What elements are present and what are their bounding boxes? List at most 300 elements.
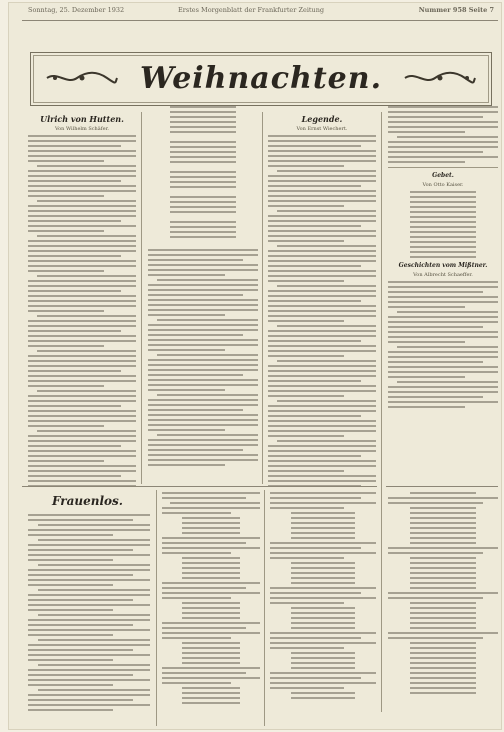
text-line [28,270,104,272]
text-line [388,296,498,298]
text-line [28,380,136,382]
text-line [162,637,231,639]
text-line [28,245,136,247]
text-line [157,279,258,281]
text-line [170,106,236,108]
text-line [388,361,483,363]
text-line [410,577,476,579]
text-line [182,532,241,534]
text-line [388,351,498,353]
text-line [162,627,246,629]
text-line [37,430,136,432]
text-line [268,365,376,367]
text-line [410,517,476,519]
text-line [148,289,258,291]
text-line [182,572,241,574]
text-line [148,349,225,351]
text-line [268,425,376,427]
text-line [291,537,355,539]
text-line [270,602,344,604]
text-line [410,231,476,233]
text-line [291,607,355,609]
text-line [268,300,361,302]
text-line [38,524,150,526]
text-line [28,385,104,387]
text-line [28,210,136,212]
article-hutten [28,114,136,486]
text-line [28,629,150,631]
text-line [388,321,498,323]
text-line [148,299,258,301]
text-line [388,111,498,113]
text-line [388,306,465,308]
text-line [28,534,113,536]
text-line [277,210,376,212]
text-line [277,285,376,287]
text-line [162,512,231,514]
text-line [388,406,465,408]
text-line [148,454,258,456]
text-line [291,532,355,534]
frauenlos-col-1 [28,514,150,726]
text-line [148,314,225,316]
text-line [28,360,136,362]
text-line [388,291,483,293]
text-line [28,310,104,312]
text-line [28,285,136,287]
text-line [148,424,258,426]
text-line [28,180,121,182]
text-line [157,434,258,436]
text-line [162,552,231,554]
text-line [270,497,361,499]
text-line [28,260,136,262]
text-line [410,532,476,534]
text-line [28,709,113,711]
text-line [182,647,241,649]
text-line [28,440,136,442]
text-line [268,420,376,422]
text-line [291,522,355,524]
text-line [268,175,376,177]
text-line [28,554,150,556]
text-line [388,401,498,403]
text-line [410,587,476,589]
text-line [410,607,476,609]
text-line [170,151,236,153]
text-line [28,375,136,377]
text-line [268,280,344,282]
article-author: Von Wilhelm Schäfer. [55,126,109,132]
article-column-4 [388,106,498,484]
text-line [148,269,258,271]
text-line [162,682,231,684]
header-publication: Erstes Morgenblatt der Frankfurter Zeitung [178,6,325,14]
text-line [148,329,258,331]
text-line [268,350,376,352]
text-line [182,577,241,579]
text-line [162,507,260,509]
text-line [162,677,260,679]
text-line [410,672,476,674]
text-line [28,345,104,347]
text-line [268,190,376,192]
text-line [268,320,344,322]
text-line [28,599,133,601]
text-line [148,364,258,366]
text-line [162,582,260,584]
text-line [410,682,476,684]
text-line [28,544,150,546]
text-line [268,295,376,297]
text-line [268,260,376,262]
text-line [170,196,236,198]
column-divider [262,112,263,484]
text-line [28,185,136,187]
text-line [28,140,136,142]
text-line [410,667,476,669]
text-line [397,381,498,383]
text-line [182,692,241,694]
text-line [182,517,241,519]
text-line [410,527,476,529]
text-line [268,235,376,237]
text-line [410,221,476,223]
text-line [388,597,483,599]
frauenlos-col-2 [162,492,260,726]
text-line [28,300,136,302]
text-line [28,305,136,307]
text-line [162,592,260,594]
text-line [268,275,376,277]
text-line [28,250,136,252]
text-line [37,165,136,167]
text-line [148,359,258,361]
text-line [28,320,136,322]
text-line [388,151,483,153]
text-line [162,622,260,624]
text-line [28,445,121,447]
text-line [277,400,376,402]
text-line [268,375,376,377]
text-line [170,116,236,118]
article-column-2 [148,106,258,486]
text-line [268,200,376,202]
text-line [291,667,355,669]
text-line [291,692,355,694]
text-line [388,386,498,388]
text-line [268,405,376,407]
text-line [170,176,236,178]
text-line [162,497,246,499]
text-line [37,235,136,237]
text-line [148,459,258,461]
text-line [37,200,136,202]
text-line [268,215,376,217]
text-line [162,492,260,494]
text-line [291,582,355,584]
text-line [268,185,361,187]
text-line [148,344,258,346]
text-line [270,587,376,589]
text-line [388,547,498,549]
text-line [410,687,476,689]
text-line [388,502,483,504]
text-line [182,602,241,604]
text-line [268,435,344,437]
text-line [157,394,258,396]
text-line [170,236,236,238]
text-line [148,294,243,296]
text-line [28,559,113,561]
text-line [410,642,476,644]
text-line [162,547,260,549]
text-line [270,492,376,494]
text-line [388,301,498,303]
text-line [148,374,243,376]
text-line [291,657,355,659]
text-line [182,527,241,529]
text-line [28,624,133,626]
frauenlos-title: Frauenlos. [52,494,123,508]
text-line [268,390,376,392]
text-line [28,465,136,467]
text-line [28,175,136,177]
newspaper-page [8,2,502,730]
text-line [162,672,246,674]
text-line [268,165,344,167]
text-line [182,657,241,659]
page-header [28,6,494,18]
text-line [148,419,258,421]
text-line [388,131,465,133]
text-line [268,140,376,142]
text-line [162,587,246,589]
text-line [28,330,121,332]
text-line [28,220,121,222]
text-line [410,662,476,664]
text-line [162,632,260,634]
text-line [182,687,241,689]
text-line [270,687,344,689]
text-line [28,619,150,621]
separator [388,167,498,168]
text-line [170,171,236,173]
text-line [268,315,376,317]
text-line [268,180,376,182]
text-line [388,161,465,163]
text-line [28,340,136,342]
text-line [410,652,476,654]
text-line [28,265,136,267]
text-line [410,582,476,584]
poem-author: Von Otto Kaiser. [422,182,464,188]
text-line [388,396,483,398]
text-line [277,360,376,362]
column-divider [264,490,265,726]
text-line [28,425,104,427]
text-line [410,201,476,203]
text-line [388,316,498,318]
text-line [38,614,150,616]
article-title: Geschichten vom Mißtner. [398,262,488,269]
text-line [28,460,104,462]
text-line [148,429,225,431]
text-line [28,155,136,157]
text-line [388,156,498,158]
text-line [410,256,476,258]
text-line [148,399,258,401]
text-line [410,241,476,243]
text-line [28,609,113,611]
text-line [268,355,344,357]
text-line [148,264,258,266]
text-line [270,557,344,559]
article-legende [268,114,376,486]
text-line [28,475,121,477]
text-line [291,617,355,619]
text-line [28,335,136,337]
column-divider [141,112,142,484]
text-line [388,336,498,338]
text-line [28,470,136,472]
text-line [410,236,476,238]
text-line [410,191,476,193]
text-line [268,265,361,267]
text-line [270,677,361,679]
text-line [28,579,150,581]
text-line [28,355,136,357]
text-line [268,155,376,157]
text-line [268,195,376,197]
text-line [268,230,376,232]
column-divider [156,490,157,726]
column-divider [381,112,382,712]
text-line [388,116,483,118]
text-line [28,514,150,516]
text-line [268,330,376,332]
text-line [28,569,150,571]
text-line [388,637,483,639]
text-line [28,549,133,551]
text-line [268,160,376,162]
text-line [410,562,476,564]
text-line [28,519,133,521]
text-line [170,226,236,228]
text-line [291,652,355,654]
text-line [410,492,476,494]
text-line [28,370,121,372]
text-line [388,391,498,393]
text-line [268,450,376,452]
text-line [28,654,150,656]
text-line [148,309,258,311]
text-line [388,552,483,554]
text-line [268,380,361,382]
text-line [410,196,476,198]
text-line [148,249,258,251]
text-line [28,255,121,257]
text-line [268,410,376,412]
text-line [182,567,241,569]
text-line [148,384,258,386]
text-line [148,409,243,411]
text-line [182,607,241,609]
text-line [28,594,150,596]
text-line [270,542,376,544]
text-line [148,464,225,466]
text-line [410,251,476,253]
text-line [410,572,476,574]
text-line [157,319,258,321]
text-line [28,529,150,531]
text-line [410,211,476,213]
text-line [388,497,498,499]
text-line [397,136,498,138]
text-line [28,325,136,327]
text-line [182,662,241,664]
text-line [170,502,260,504]
text-line [388,592,498,594]
text-line [38,589,150,591]
text-line [270,672,376,674]
text-line [148,369,258,371]
text-line [410,542,476,544]
text-line [148,404,258,406]
text-line [410,507,476,509]
header-date: Sonntag, 25. Dezember 1932 [28,6,125,14]
text-line [410,216,476,218]
text-line [148,444,258,446]
text-line [410,647,476,649]
text-line [277,440,376,442]
text-line [410,537,476,539]
text-line [270,642,376,644]
text-line [170,231,236,233]
article-title: Ulrich von Hutten. [40,114,124,124]
text-line [388,356,498,358]
frauenlos-col-4 [388,492,498,726]
text-line [148,414,258,416]
text-line [268,470,344,472]
text-line [28,669,150,671]
text-line [410,512,476,514]
text-line [182,642,241,644]
text-line [268,465,376,467]
text-line [268,385,376,387]
text-line [291,622,355,624]
text-line [28,280,136,282]
text-line [410,677,476,679]
text-line [28,644,150,646]
text-line [37,315,136,317]
text-line [28,684,113,686]
text-line [28,400,136,402]
text-line [270,632,376,634]
text-line [388,286,498,288]
text-line [277,325,376,327]
text-line [148,334,243,336]
text-line [28,405,121,407]
text-line [170,156,236,158]
text-line [291,562,355,564]
text-line [28,205,136,207]
poem-title: Gebet. [432,172,454,179]
text-line [28,455,136,457]
text-line [28,395,136,397]
text-line [270,547,361,549]
text-line [28,659,113,661]
